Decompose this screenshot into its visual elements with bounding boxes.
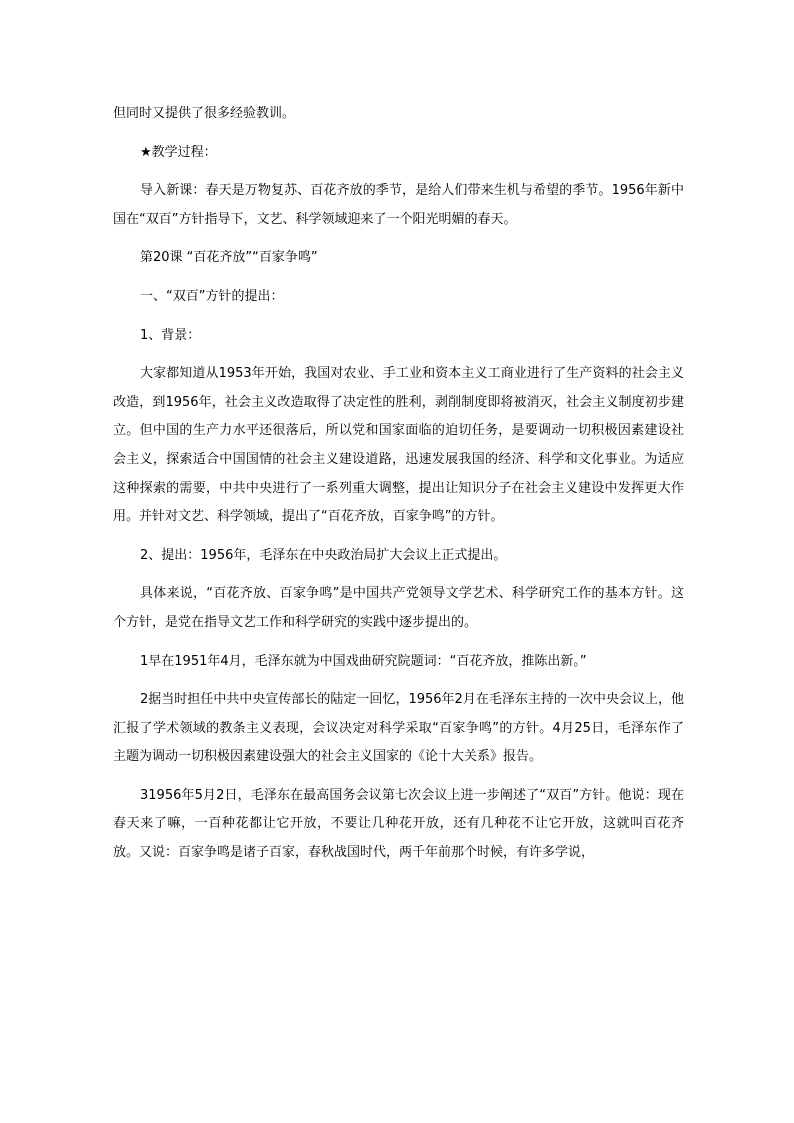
paragraph-point-2: 2据当时担任中共中央宣传部长的陆定一回忆，1956年2月在毛泽东主持的一次中央会议上，他汇报了学术领域的教条主义表现，会议决定对科学采取“百家争鸣”的方针。4月25日，毛泽东作了主题为调动一切积极因素建设强大的社会主义国家的《论十大关系》报告。 (113, 692, 684, 765)
paragraph-point-1: 1早在1951年4月，毛泽东就为中国戏曲研究院题词：“百花齐放，推陈出新。” (140, 653, 587, 669)
paragraph-continuation: 但同时又提供了很多经验教训。 (113, 106, 296, 121)
paragraph-background: 大家都知道从1953年开始，我国对农业、手工业和资本主义工商业进行了生产资料的社会主义改造，到1956年，社会主义改造取得了决定性的胜利，剥削制度即将被消灭，社会主义制度初步建立。但中国的生产力水平还很落后，所以党和国家面临的迫切任务，是要调动一切积极因素建设社会主义，探索适合中国国情的社会主义建设道路，迅速发展我国的经济、科学和文化事业。为适应这种探索的需要，中共中央进行了一系列重大调整，提出让知识分子在社会主义建设中发挥更大作用。并针对文艺、科学领域，提出了“百花齐放，百家争鸣”的方针。 (113, 366, 684, 525)
section-heading-1: 一、“双百”方针的提出： (140, 288, 284, 304)
document-body (113, 100, 684, 878)
paragraph-point-3: 31956年5月2日，毛泽东在最高国务会议第七次会议上进一步阐述了“双百”方针。他说：现在春天来了嘛，一百种花都让它开放，不要让几种花开放，还有几种花不让它开放，这就叫百花齐放。又说：百家争鸣是诸子百家，春秋战国时代，两千年前那个时候，有许多学说， (113, 787, 684, 861)
subsection-heading-proposal: 2、提出：1956年，毛泽东在中央政治局扩大会议上正式提出。 (140, 547, 507, 563)
paragraph-specifics: 具体来说，“百花齐放、百家争鸣”是中国共产党领导文学艺术、科学研究工作的基本方针。这个方针，是党在指导文艺工作和科学研究的实践中逐步提出的。 (113, 586, 684, 630)
subsection-heading-background: 1、背景： (140, 327, 201, 343)
paragraph-introduction: 导入新课：春天是万物复苏、百花齐放的季节，是给人们带来生机与希望的季节。1956年新中国在“双百”方针指导下，文艺、科学领域迎来了一个阳光明媚的春天。 (113, 183, 684, 227)
paragraph-teaching-process-heading: ★教学过程： (140, 144, 217, 160)
lesson-title: 第20课 “百花齐放”“百家争鸣” (140, 250, 318, 266)
